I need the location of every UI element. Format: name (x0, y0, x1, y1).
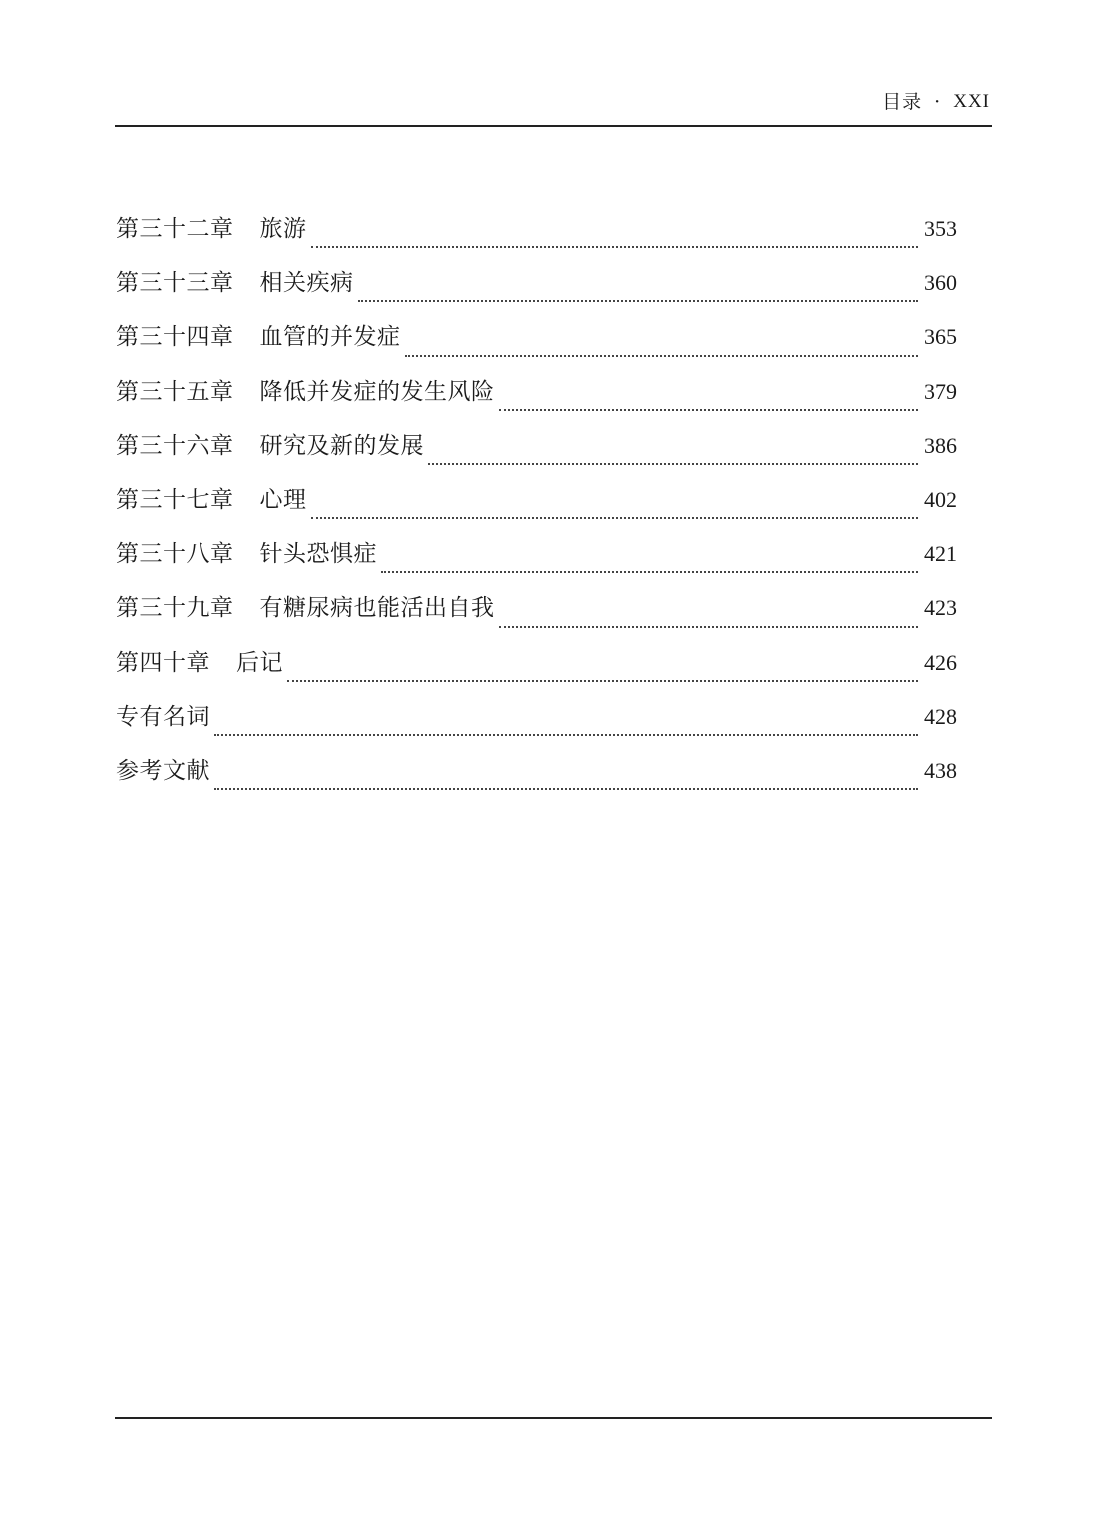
dot-leader (214, 788, 918, 790)
toc-title: 后记 (236, 649, 283, 676)
toc-page-number: 365 (924, 324, 957, 350)
toc-entry[interactable] (116, 752, 957, 806)
toc-page-number: 423 (924, 595, 957, 621)
dot-leader (311, 517, 919, 519)
toc-page-number: 428 (924, 703, 957, 729)
toc-entry[interactable] (116, 589, 957, 643)
page-number: XXI (953, 91, 990, 112)
toc-chapter-number: 第三十七章 (116, 486, 234, 513)
dot-leader (214, 734, 918, 736)
toc-chapter-number: 第三十三章 (116, 270, 234, 297)
toc-title: 旅游 (259, 216, 307, 242)
section-name: 目录 (882, 91, 923, 113)
dot-leader (428, 463, 918, 465)
toc-title: 参考文献 (116, 757, 210, 784)
toc-entry[interactable] (116, 318, 957, 372)
dot-leader (358, 300, 919, 302)
toc-chapter-number: 第三十二章 (116, 216, 234, 242)
toc-page-number: 438 (924, 757, 957, 783)
toc-chapter-number: 第三十四章 (116, 324, 234, 351)
footer-rule (115, 1417, 992, 1419)
toc-page-number: 426 (924, 649, 957, 675)
toc-entry[interactable] (116, 210, 957, 264)
toc-page-number: 353 (924, 216, 957, 241)
toc-page-number: 360 (924, 270, 957, 296)
running-head (882, 88, 990, 116)
toc-entry[interactable] (116, 264, 957, 318)
dot-leader (499, 409, 919, 411)
toc-title: 有糖尿病也能活出自我 (259, 595, 495, 622)
dot-leader (311, 246, 919, 248)
toc-entry[interactable] (116, 535, 957, 589)
toc-entry[interactable] (116, 644, 957, 698)
toc-entry[interactable] (116, 427, 957, 481)
toc-chapter-number: 第四十章 (116, 649, 210, 676)
toc-title: 相关疾病 (259, 270, 354, 297)
toc-entry[interactable] (116, 373, 957, 427)
toc-chapter-number: 第三十九章 (116, 595, 234, 622)
toc-chapter-number: 第三十八章 (116, 541, 234, 568)
header-separator: · (934, 91, 942, 113)
toc-page-number: 386 (924, 432, 957, 458)
toc-title: 降低并发症的发生风险 (259, 378, 495, 405)
toc-page-number: 402 (924, 486, 957, 512)
toc-title: 专有名词 (116, 703, 210, 730)
toc-entry[interactable] (116, 481, 957, 535)
toc-page-number: 421 (924, 541, 957, 567)
toc-page-number: 379 (924, 378, 957, 404)
toc-title: 心理 (259, 486, 307, 513)
dot-leader (287, 680, 918, 682)
toc-title: 针头恐惧症 (259, 541, 377, 568)
toc-entry[interactable] (116, 698, 957, 752)
dot-leader (499, 626, 919, 628)
dot-leader (405, 355, 919, 357)
dot-leader (381, 571, 918, 573)
toc-title: 血管的并发症 (259, 324, 401, 351)
header-rule (115, 125, 992, 127)
toc-chapter-number: 第三十五章 (116, 378, 234, 405)
toc-chapter-number: 第三十六章 (116, 432, 234, 459)
toc-title: 研究及新的发展 (259, 432, 424, 459)
table-of-contents (116, 210, 957, 806)
